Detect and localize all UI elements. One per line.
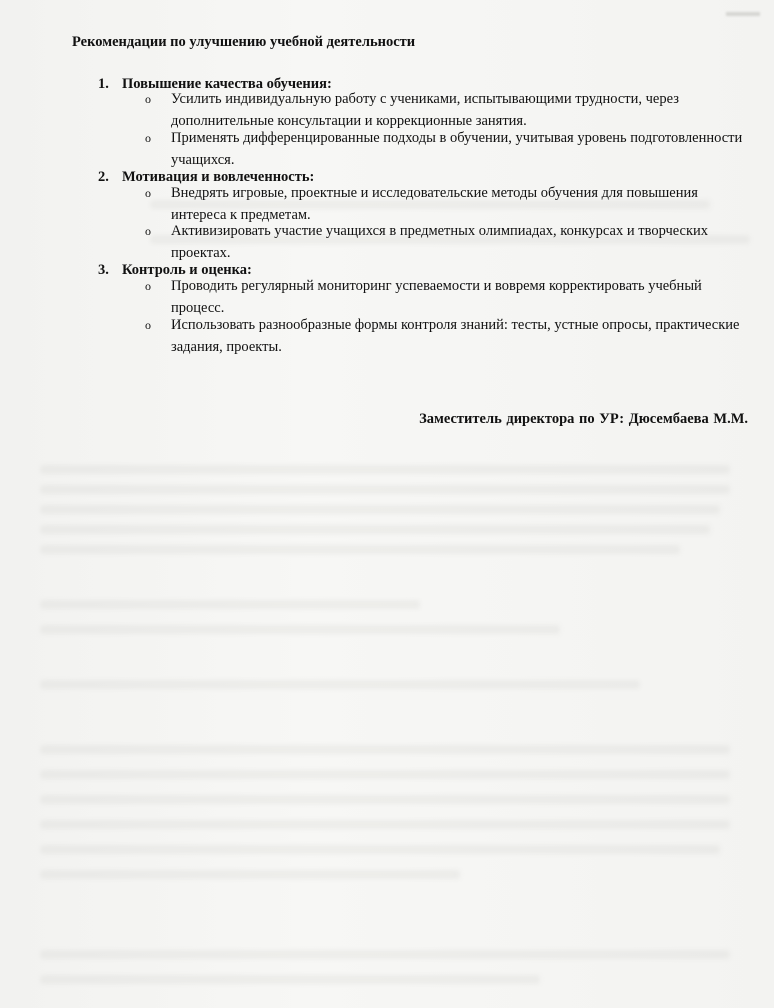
list-item-text: Проводить регулярный мониторинг успеваемости и вовремя корректировать учебный процесс. (171, 278, 702, 316)
list-item-text: Использовать разнообразные формы контроля знаний: тесты, устные опросы, практические задания, проекты. (171, 317, 740, 355)
signature-line: Заместитель директора по УР: Дюсембаева М.М. (419, 411, 748, 427)
circle-bullet-icon: o (145, 92, 151, 106)
section-title: Повышение качества обучения: (122, 76, 332, 92)
bleed-through-shadow (40, 505, 720, 514)
bleed-through-shadow (40, 600, 420, 609)
bleed-through-shadow (40, 625, 560, 634)
bleed-through-shadow (40, 745, 730, 754)
bleed-through-shadow (40, 545, 680, 554)
section-number: 2. (98, 169, 109, 185)
bleed-through-shadow (40, 870, 460, 879)
bleed-through-shadow (40, 975, 540, 984)
section-title: Мотивация и вовлеченность: (122, 169, 315, 185)
section-number: 3. (98, 262, 109, 278)
document-title: Рекомендации по улучшению учебной деятельности (72, 34, 416, 50)
circle-bullet-icon: o (145, 318, 151, 332)
bleed-through-shadow (40, 485, 730, 494)
list-item-text: Внедрять игровые, проектные и исследовательские методы обучения для повышения интереса к предметам. (171, 185, 698, 223)
list-item (145, 275, 755, 319)
bleed-through-shadow (40, 845, 720, 854)
list-item (145, 88, 755, 132)
bleed-through-shadow (40, 795, 730, 804)
circle-bullet-icon: o (145, 224, 151, 238)
list-item-text: Активизировать участие учащихся в предметных олимпиадах, конкурсах и творческих проектах. (171, 223, 709, 261)
section-number: 1. (98, 76, 109, 92)
circle-bullet-icon: o (145, 279, 151, 293)
bleed-through-shadow (40, 950, 730, 959)
circle-bullet-icon: o (145, 131, 151, 145)
bleed-through-shadow (40, 680, 640, 689)
bleed-through-shadow (40, 525, 710, 534)
list-item-text: Усилить индивидуальную работу с учениками, испытывающими трудности, через дополнительные консультации и коррекционные занятия. (171, 91, 679, 129)
section-title: Контроль и оценка: (122, 262, 252, 278)
list-item-text: Применять дифференцированные подходы в обучении, учитывая уровень подготовленности учащихся. (171, 130, 743, 168)
circle-bullet-icon: o (145, 186, 151, 200)
bleed-through-shadow (40, 770, 730, 779)
bleed-through-shadow (40, 465, 730, 474)
list-item (145, 127, 755, 171)
bleed-through-shadow (40, 820, 730, 829)
scan-artifact (726, 12, 760, 16)
list-item (145, 314, 755, 358)
list-item (145, 220, 755, 264)
